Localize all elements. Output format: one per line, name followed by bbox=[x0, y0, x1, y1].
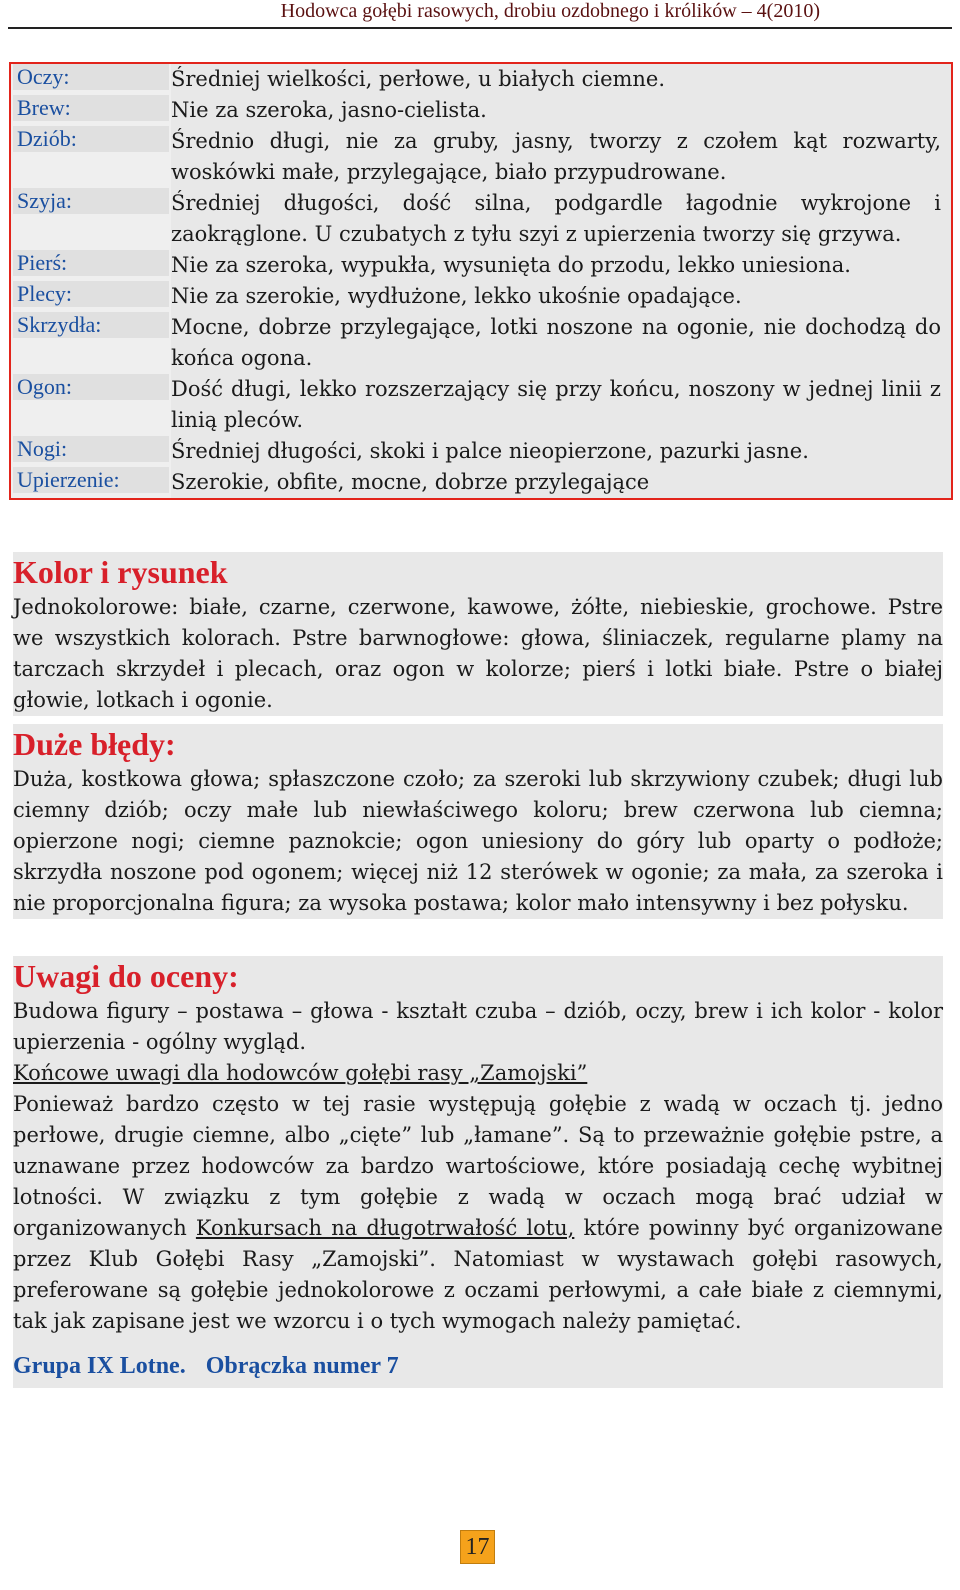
grupa-text: Grupa IX Lotne. bbox=[13, 1353, 186, 1379]
trait-label: Pierś: bbox=[13, 250, 169, 276]
trait-row-plecy bbox=[11, 281, 951, 312]
traits-table bbox=[9, 62, 953, 500]
trait-value: Średniej długości, skoki i palce nieopierzone, pazurki jasne. bbox=[171, 436, 951, 467]
koncowe-part1: Ponieważ bardzo często w tej rasie występują gołębie z wadą w oczach tj. jedno perłowe, drugie ciemne, albo „cięte” lub „łamane”. Są to przeważnie gołębie pstre, a uznawane przez hodowców za bardzo wartościowe, które posiadają cechę wybitnej lotności. W związku z tym gołębie z wadą w oczach mogą brać udział w organizowanych bbox=[13, 1092, 943, 1240]
trait-row-upierzenie bbox=[11, 467, 951, 498]
trait-label: Ogon: bbox=[13, 374, 169, 400]
uwagi-section bbox=[13, 956, 943, 1388]
koncowe-text bbox=[13, 1089, 943, 1337]
footer-line bbox=[13, 1351, 943, 1388]
header-title: Hodowca gołębi rasowych, drobiu ozdobnego i królików – 4(2010) bbox=[280, 0, 820, 22]
koncowe-part2: które powinny być organizowane przez Klub Gołębi Rasy „Zamojski”. Natomiast w wystawach gołębi rasowych, preferowane są gołębie jednokolorowe z oczami perłowymi, a całe białe z ciemnymi, tak jak zapisane jest we wzorcu i o tych wymogach należy pamiętać. bbox=[13, 1216, 943, 1333]
konkursy-link: Konkursach na długotrwałość lotu, bbox=[195, 1216, 575, 1240]
trait-value: Mocne, dobrze przylegające, lotki noszone na ogonie, nie dochodzą do końca ogona. bbox=[171, 312, 951, 374]
kolor-section bbox=[13, 552, 943, 716]
kolor-text: Jednokolorowe: białe, czarne, czerwone, kawowe, żółte, niebieskie, grochowe. Pstre we wszystkich kolorach. Pstre barwnogłowe: głowa, śliniaczek, regularne plamy na tarczach skrzydeł i plecach, oraz ogon w kolorze; pierś i lotki białe. Pstre o białej głowie, lotkach i ogonie. bbox=[13, 595, 943, 712]
trait-row-brew bbox=[11, 95, 951, 126]
trait-value: Nie za szeroka, jasno-cielista. bbox=[171, 95, 951, 126]
trait-value: Nie za szeroka, wypukła, wysunięta do przodu, lekko uniesiona. bbox=[171, 250, 951, 281]
trait-label: Szyja: bbox=[13, 188, 169, 214]
trait-row-skrzydla bbox=[11, 312, 951, 374]
header-rule bbox=[8, 27, 952, 29]
page-header bbox=[0, 0, 960, 26]
page-number: 17 bbox=[460, 1530, 495, 1564]
trait-label: Plecy: bbox=[13, 281, 169, 307]
uwagi-heading: Uwagi do oceny: bbox=[13, 958, 239, 994]
trait-value: Średnio długi, nie za gruby, jasny, tworzy z czołem kąt rozwarty, woskówki małe, przylegające, biało przypudrowane. bbox=[171, 126, 951, 188]
koncowe-heading: Końcowe uwagi dla hodowców gołębi rasy „Zamojski” bbox=[13, 1061, 588, 1085]
uwagi-text: Budowa figury – postawa – głowa - kształt czuba – dziób, oczy, brew i ich kolor - kolor upierzenia - ogólny wygląd. bbox=[13, 999, 943, 1054]
trait-row-nogi bbox=[11, 436, 951, 467]
trait-value: Dość długi, lekko rozszerzający się przy końcu, noszony w jednej linii z linią pleców. bbox=[171, 374, 951, 436]
bledy-heading: Duże błędy: bbox=[13, 726, 176, 762]
trait-label: Brew: bbox=[13, 95, 169, 121]
trait-value: Szerokie, obfite, mocne, dobrze przylegające bbox=[171, 467, 951, 498]
kolor-heading: Kolor i rysunek bbox=[13, 554, 228, 590]
trait-label: Oczy: bbox=[13, 64, 169, 90]
trait-row-ogon bbox=[11, 374, 951, 436]
trait-label: Nogi: bbox=[13, 436, 169, 462]
trait-value: Nie za szerokie, wydłużone, lekko ukośnie opadające. bbox=[171, 281, 951, 312]
trait-row-piers bbox=[11, 250, 951, 281]
trait-value: Średniej długości, dość silna, podgardle łagodnie wykrojone i zaokrąglone. U czubatych z tyłu szyi z upierzenia tworzy się grzywa. bbox=[171, 188, 951, 250]
trait-row-szyja bbox=[11, 188, 951, 250]
trait-row-oczy bbox=[11, 64, 951, 95]
bledy-text: Duża, kostkowa głowa; spłaszczone czoło; za szeroki lub skrzywiony czubek; długi lub ciemny dziób; oczy małe lub niewłaściwego koloru; brew czerwona lub ciemna; opierzone nogi; ciemne paznokcie; ogon uniesiony do góry lub oparty o podłoże; skrzydła noszone pod ogonem; więcej niż 12 sterówek w ogonie; za mała, za szeroka i nie proporcjonalna figura; za wysoka postawa; kolor mało intensywny i bez połysku. bbox=[13, 767, 943, 915]
trait-label: Upierzenie: bbox=[13, 467, 169, 493]
trait-value: Średniej wielkości, perłowe, u białych ciemne. bbox=[171, 64, 951, 95]
trait-row-dziob bbox=[11, 126, 951, 188]
obraczka-text: Obrączka numer 7 bbox=[205, 1353, 399, 1379]
trait-label: Skrzydła: bbox=[13, 312, 169, 338]
trait-label: Dziób: bbox=[13, 126, 169, 152]
bledy-section bbox=[13, 724, 943, 919]
